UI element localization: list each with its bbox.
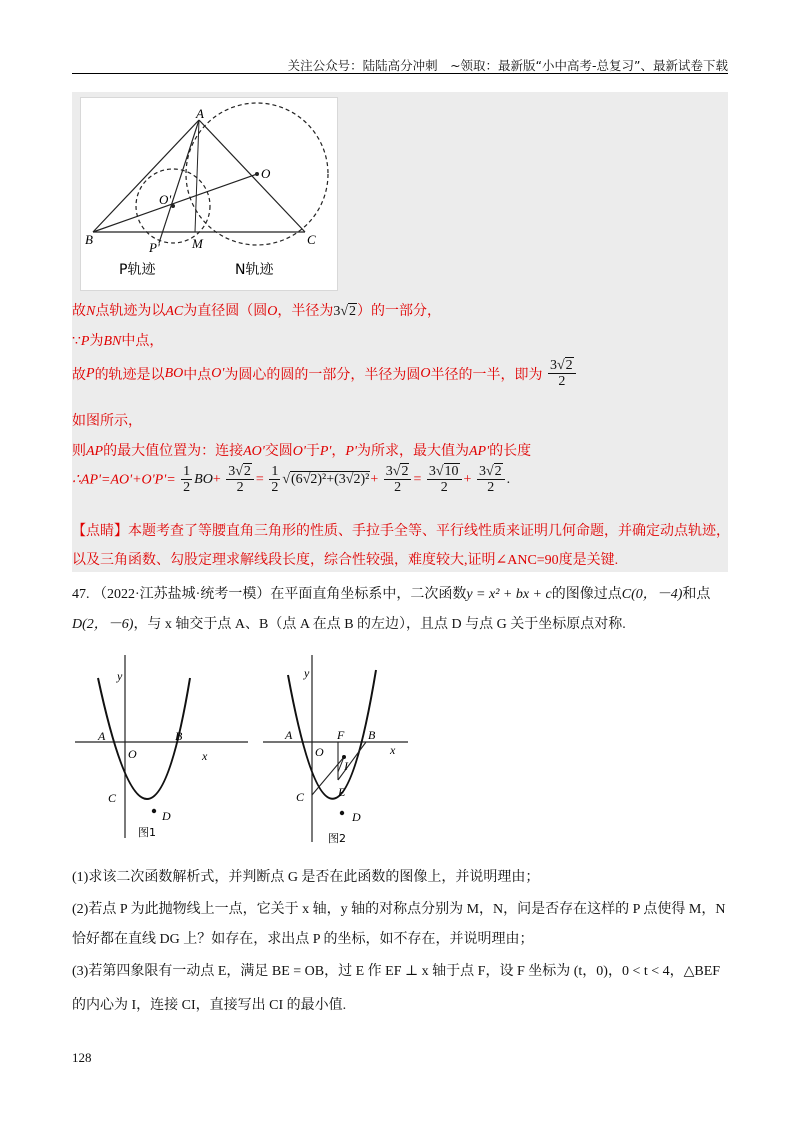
page-header: 关注公众号：陆陆高分冲刺 ~领取：最新版“小中高考-总复习”、最新试卷下载: [287, 58, 728, 73]
point-o: [255, 172, 259, 176]
question-3-line-2: 的内心为 I，连接 CI，直接写出 CI 的最小值.: [72, 998, 347, 1013]
label-c: C: [296, 790, 305, 804]
label-c: C: [108, 791, 117, 805]
figure-1-caption: 图1: [138, 826, 156, 839]
solution-line-3: 故P的轨迹是以BO中点O'为圆心的圆的一部分，半径为圆O半径的一半，即为 $\frac{3√2}{2}$: [72, 358, 578, 390]
question-2-line-1: (2)若点 P 为此抛物线上一点，它关于 x 轴，y 轴的对称点分别为 M，N，问是否存在这样的 P 点使得 M，N: [72, 902, 726, 917]
figure-1-svg: [70, 650, 260, 845]
problem-line-2: D(2，－6)，与 x 轴交于点 A、B（点 A 在点 B 的左边），且点 D 与点 G 关于坐标原点对称.: [72, 617, 626, 632]
point-d: [152, 809, 156, 813]
label-d: D: [352, 810, 361, 824]
label-o: O: [315, 745, 324, 759]
label-a: A: [196, 106, 204, 121]
figure-2: [258, 650, 418, 850]
solution-line-1: 故N点轨迹为以AC为直径圆（圆O，半径为3√2）的一部分，: [72, 304, 442, 319]
label-o: O: [128, 747, 137, 761]
segment-bo: [93, 174, 257, 232]
figure-1: [70, 650, 260, 845]
label-c: C: [307, 232, 316, 247]
label-a: A: [285, 728, 293, 742]
page-number: 128: [72, 1050, 92, 1065]
point-o-prime: [171, 204, 175, 208]
label-d: D: [162, 809, 171, 823]
parabola: [288, 670, 376, 799]
label-x: x: [202, 749, 208, 763]
problem-line-1: 47. （2022·江苏盐城·统考一模）在平面直角坐标系中，二次函数y = x² + bx + c的图像过点C(0，－4)和点: [72, 587, 711, 602]
caption-n-trajectory: N轨迹: [235, 262, 274, 278]
label-i: I: [344, 759, 348, 773]
question-2-line-2: 恰好都在直线 DG 上？如存在，求出点 P 的坐标，如不存在，并说明理由；: [72, 932, 534, 947]
comment-line-1: 【点睛】本题考查了等腰直角三角形的性质、手拉手全等、平行线性质来证明几何命题，并确定动点轨迹，: [72, 524, 730, 539]
label-x: x: [390, 743, 396, 757]
label-y: y: [304, 666, 310, 680]
label-o: O: [261, 166, 271, 181]
label-f: F: [337, 728, 345, 742]
fraction-3root2-over-2: $\frac{3√2}{2}$: [548, 358, 576, 390]
label-m: M: [192, 236, 203, 251]
label-o-prime: O': [159, 192, 172, 207]
comment-line-2: 以及三角函数、勾股定理求解线段长度，综合性较强，难度较大,证明∠ANC=90度是关键.: [72, 553, 619, 568]
solution-line-5: 则AP的最大值位置为：连接AO'交圆O'于P'，P'为所求，最大值为AP'的长度: [72, 444, 532, 459]
solution-line-2: ∵P为BN中点，: [72, 334, 164, 349]
label-b: B: [368, 728, 376, 742]
label-b: B: [85, 232, 93, 247]
point-d: [340, 811, 344, 815]
segment-ap: [159, 120, 199, 243]
segment-ab: [93, 120, 199, 232]
question-1: (1)求该二次函数解析式，并判断点 G 是否在此函数的图像上，并说明理由；: [72, 870, 540, 885]
geometry-svg: [81, 98, 337, 290]
label-b: B: [175, 729, 183, 743]
figure-2-caption: 图2: [328, 832, 346, 845]
solution-line-4: 如图所示，: [72, 414, 142, 429]
geometry-figure: [80, 97, 338, 291]
label-e: E: [338, 785, 346, 799]
header-rule: [72, 73, 728, 74]
label-p-prime: P': [149, 240, 160, 255]
caption-p-trajectory: P轨迹: [119, 262, 156, 278]
figure-2-svg: [258, 650, 418, 850]
label-a: A: [98, 729, 106, 743]
question-3-line-1: (3)若第四象限有一动点 E，满足 BE = OB，过 E 作 EF ⊥ x 轴于点 F，设 F 坐标为 (t，0)，0 < t < 4，△BEF: [72, 964, 721, 979]
label-y: y: [117, 669, 123, 683]
solution-line-6: ∴AP'=AO'+O'P'= $\frac{1}{2}$ BO+ $\frac{3√2}{2}$ = $\frac{1}{2}$ √(6√2)²+(3√2)²+ $\frac{3√2}{2}$ = $\frac{3√10}{2}$ + $\frac{3√2}{2}$ .: [72, 464, 511, 496]
